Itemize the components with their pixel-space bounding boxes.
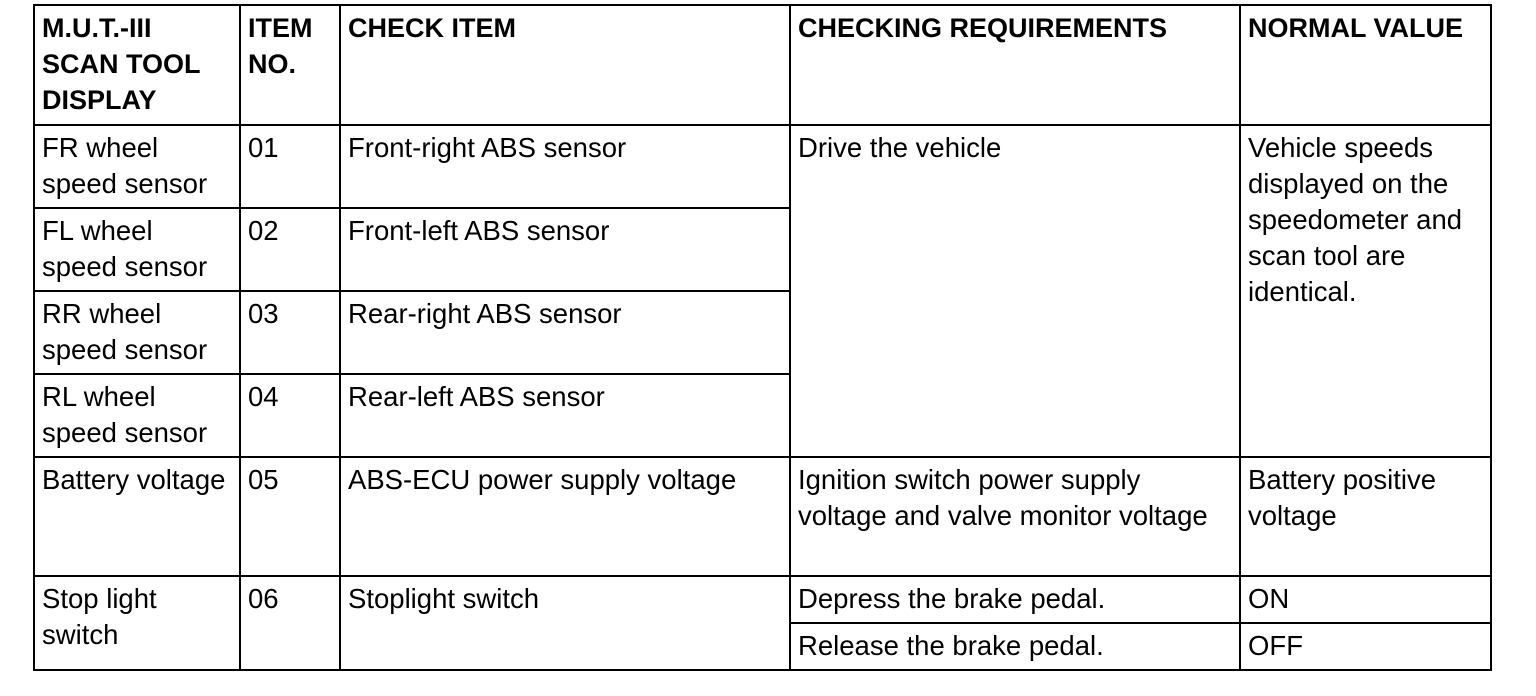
cell-display: FL wheel speed sensor <box>34 208 240 291</box>
cell-requirements: Release the brake pedal. <box>790 623 1240 670</box>
table-row <box>34 457 1491 576</box>
cell-check-item: Stoplight switch <box>340 576 790 670</box>
cell-requirements: Depress the brake pedal. <box>790 576 1240 623</box>
cell-item-no: 05 <box>240 457 340 576</box>
header-checking-requirements: CHECKING REQUIREMENTS <box>790 5 1240 125</box>
inspection-table <box>33 4 1492 671</box>
cell-normal-value: ON <box>1240 576 1491 623</box>
cell-display: RL wheel speed sensor <box>34 374 240 457</box>
cell-normal-value: OFF <box>1240 623 1491 670</box>
table-header-row <box>34 5 1491 125</box>
cell-requirements: Drive the vehicle <box>790 125 1240 457</box>
header-scan-tool-display: M.U.T.-III SCAN TOOL DISPLAY <box>34 5 240 125</box>
cell-display: RR wheel speed sensor <box>34 291 240 374</box>
cell-item-no: 06 <box>240 576 340 670</box>
cell-check-item: Rear-right ABS sensor <box>340 291 790 374</box>
cell-display: Stop light switch <box>34 576 240 670</box>
cell-requirements: Ignition switch power supply voltage and valve monitor voltage <box>790 457 1240 576</box>
cell-display: FR wheel speed sensor <box>34 125 240 208</box>
table-row <box>34 125 1491 208</box>
cell-item-no: 03 <box>240 291 340 374</box>
header-check-item: CHECK ITEM <box>340 5 790 125</box>
cell-normal-value: Battery positive voltage <box>1240 457 1491 576</box>
cell-normal-value: Vehicle speeds displayed on the speedometer and scan tool are identical. <box>1240 125 1491 457</box>
cell-check-item: Front-right ABS sensor <box>340 125 790 208</box>
cell-item-no: 02 <box>240 208 340 291</box>
table-row <box>34 576 1491 623</box>
cell-check-item: Front-left ABS sensor <box>340 208 790 291</box>
cell-check-item: ABS-ECU power supply voltage <box>340 457 790 576</box>
cell-check-item: Rear-left ABS sensor <box>340 374 790 457</box>
header-item-no: ITEM NO. <box>240 5 340 125</box>
header-normal-value: NORMAL VALUE <box>1240 5 1491 125</box>
cell-display: Battery voltage <box>34 457 240 576</box>
cell-item-no: 04 <box>240 374 340 457</box>
cell-item-no: 01 <box>240 125 340 208</box>
